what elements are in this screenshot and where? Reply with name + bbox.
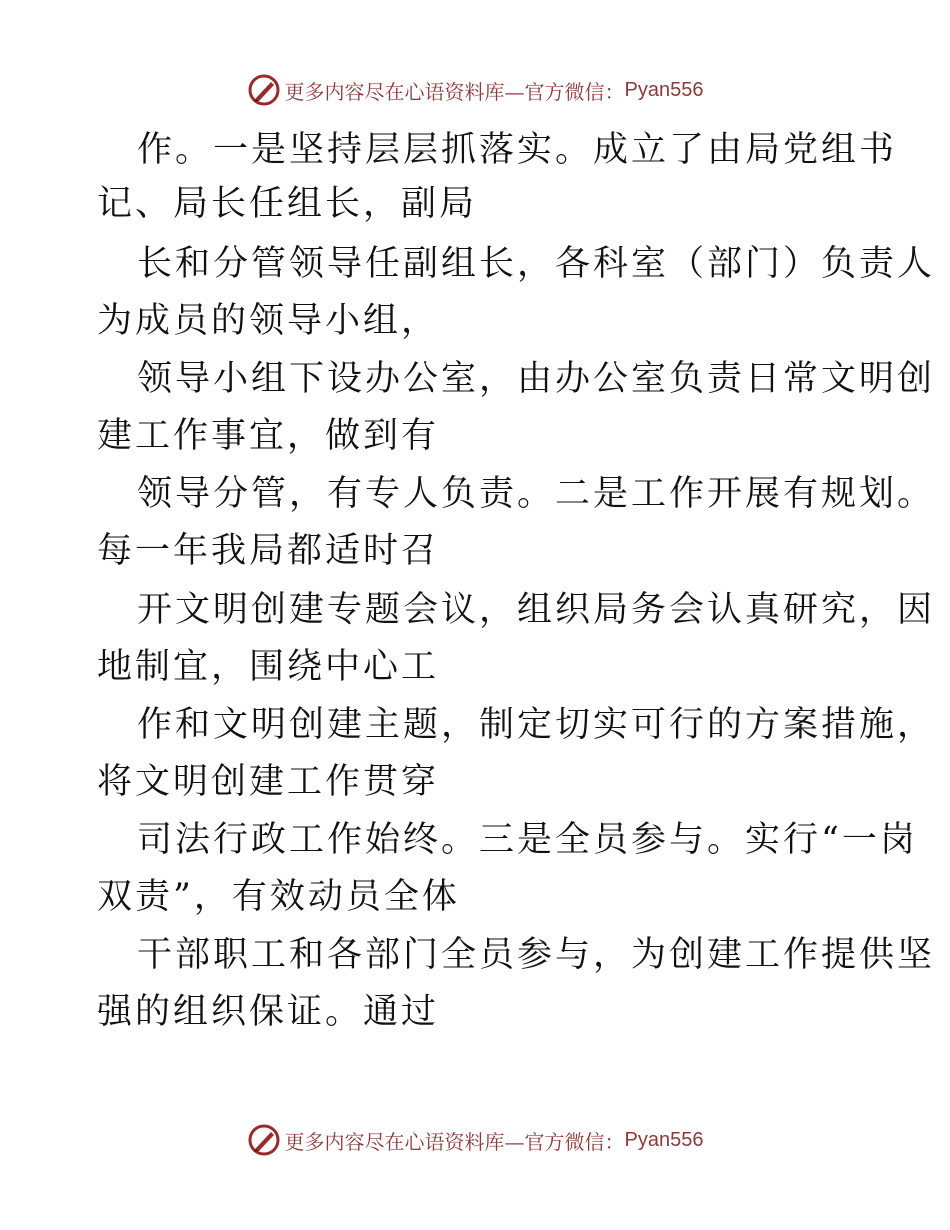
- watermark-wechat-id: Pyan556: [624, 1128, 704, 1151]
- text-line: 地制宜，围绕中心工: [97, 647, 440, 687]
- text-line: 记、局长任组长，副局: [97, 184, 478, 224]
- watermark-text: 更多内容尽在心语资料库—官方微信：: [284, 79, 625, 104]
- text-line: 作和文明创建主题，制定切实可行的方案措施，: [137, 705, 936, 745]
- text-line: 领导小组下设办公室，由办公室负责日常文明创: [137, 359, 936, 399]
- header-watermark: [0, 70, 950, 110]
- pen-logo-icon: [247, 1123, 281, 1157]
- text-line: 将文明创建工作贯穿: [97, 762, 440, 802]
- text-line: 开文明创建专题会议，组织局务会认真研究，因: [137, 590, 936, 630]
- text-line: 为成员的领导小组，: [97, 301, 440, 341]
- pen-logo-icon: [247, 73, 281, 107]
- text-line: 强的组织保证。通过: [97, 992, 440, 1032]
- text-line: 双责”，有效动员全体: [97, 877, 460, 917]
- text-line: 每一年我局都适时召: [97, 531, 440, 571]
- text-line: 领导分管，有专人负责。二是工作开展有规划。: [137, 474, 936, 514]
- text-line: 长和分管领导任副组长，各科室（部门）负责人: [137, 244, 936, 284]
- footer-watermark: [0, 1120, 950, 1160]
- watermark-wechat-id: Pyan556: [624, 78, 704, 101]
- watermark-text: 更多内容尽在心语资料库—官方微信：: [284, 1129, 625, 1154]
- text-line: 作。一是坚持层层抓落实。成立了由局党组书: [137, 130, 898, 170]
- text-line: 司法行政工作始终。三是全员参与。实行“一岗: [137, 820, 918, 860]
- text-line: 建工作事宜，做到有: [97, 416, 440, 456]
- text-line: 干部职工和各部门全员参与，为创建工作提供坚: [137, 935, 936, 975]
